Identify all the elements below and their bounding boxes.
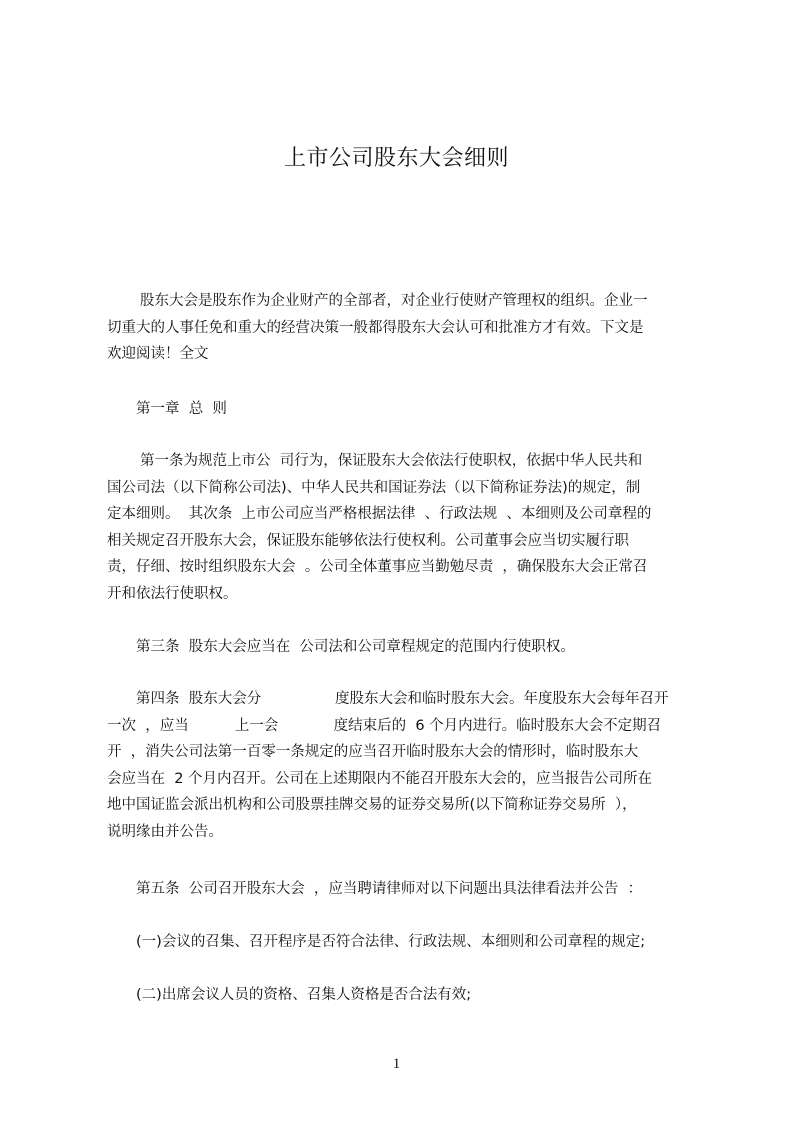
article-1-line-5: 责，仔细、按时组织股东大会 。公司全体董事应当勤勉尽责 ，确保股东大会正常召 bbox=[107, 559, 648, 575]
article-1-line-2: 国公司法（以下简称公司法)、中华人民共和国证券法（以下简称证券法)的规定，制 bbox=[107, 480, 641, 496]
article-4-line-4: 会应当在 2 个月内召开。公司在上述期限内不能召开股东大会的，应当报告公司所在 bbox=[107, 771, 653, 787]
article-4-line-5: 地中国证监会派出机构和公司股票挂牌交易的证券交易所(以下简称证券交易所 ）， bbox=[107, 797, 637, 813]
article-1-line-6: 开和依法行使职权。 bbox=[107, 586, 238, 602]
article-1-line-4: 相关规定召开股东大会，保证股东能够依法行使权利。公司董事会应当切实履行职 bbox=[107, 533, 629, 549]
article-4-line-6: 说明缘由并公告。 bbox=[107, 824, 223, 840]
intro-line-3: 欢迎阅读！全文 bbox=[107, 346, 209, 362]
intro-line-1: 股东大会是股东作为企业财产的全部者，对企业行使财产管理权的组织。企业一 bbox=[140, 293, 648, 309]
document-title: 上市公司股东大会细则 bbox=[283, 146, 509, 171]
article-4-line-3: 开 ，消失公司法第一百零一条规定的应当召开临时股东大会的情形时，临时股东大 bbox=[107, 744, 639, 760]
intro-line-2: 切重大的人事任免和重大的经营决策一般都得股东大会认可和批准方才有效。下文是 bbox=[107, 320, 644, 336]
article-4-line-1: 第四条 股东大会分 度股东大会和临时股东大会。年度股东大会每年召开 bbox=[136, 691, 669, 707]
chapter-heading: 第一章 总 则 bbox=[136, 401, 227, 417]
article-1-line-3: 定本细则。 其次条 上市公司应当严格根据法律 、行政法规 、本细则及公司章程的 bbox=[107, 506, 652, 522]
article-5-item-1: (一)会议的召集、召开程序是否符合法律、行政法规、本细则和公司章程的规定; bbox=[136, 934, 646, 950]
article-3: 第三条 股东大会应当在 公司法和公司章程规定的范围内行使职权。 bbox=[136, 639, 575, 655]
article-5-item-2: (二)出席会议人员的资格、召集人资格是否合法有效; bbox=[136, 987, 472, 1003]
article-5: 第五条 公司召开股东大会 ，应当聘请律师对以下问题出具法律看法并公告 ： bbox=[136, 881, 643, 897]
article-1-line-1: 第一条为规范上市公 司行为，保证股东大会依法行使职权，依据中华人民共和 bbox=[140, 453, 643, 469]
page-number: 1 bbox=[392, 1056, 401, 1072]
article-4-line-2: 一次 ，应当 上一会 度结束后的 6 个月内进行。临时股东大会不定期召 bbox=[107, 718, 662, 734]
